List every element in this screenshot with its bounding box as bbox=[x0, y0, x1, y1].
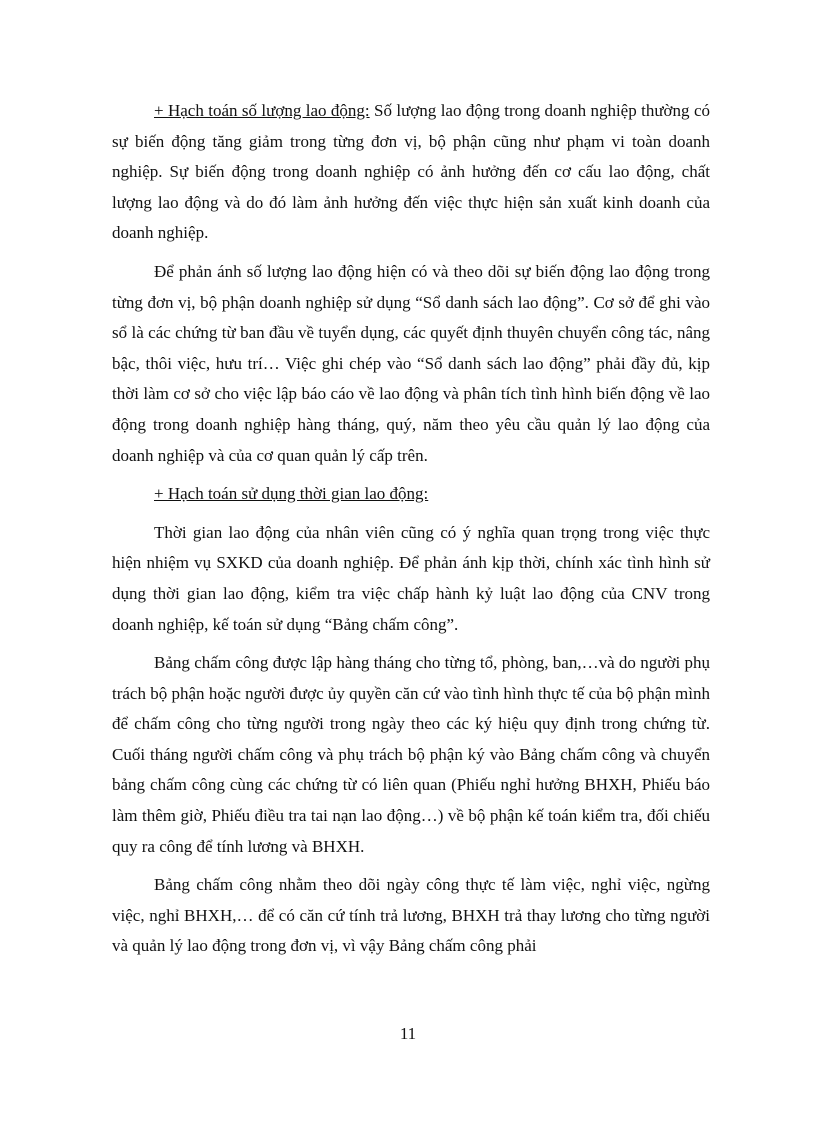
paragraph-labor-time-heading bbox=[112, 479, 710, 510]
paragraph-labor-register: Để phản ánh số lượng lao động hiện có và theo dõi sự biến động lao động trong từng đơn vị, bộ phận doanh nghiệp sử dụng “Sổ danh sách lao động”. Cơ sở để ghi vào sổ là các chứng từ ban đầu về tuyển dụng, các quyết định thuyên chuyển công tác, nâng bậc, thôi việc, hưu trí… Việc ghi chép vào “Sổ danh sách lao động” phải đầy đủ, kịp thời làm cơ sở cho việc lập báo cáo về lao động và phân tích tình hình biến động về lao động trong doanh nghiệp hàng tháng, quý, năm theo yêu cầu quản lý lao động của doanh nghiệp và của cơ quan quản lý cấp trên. bbox=[112, 261, 710, 465]
paragraph-text: Số lượng lao động trong doanh nghiệp thường có sự biến động tăng giảm trong từng đơn vị, bộ phận cũng như phạm vi toàn doanh nghiệp. Sự biến động trong doanh nghiệp có ảnh hưởng đến cơ cấu lao động, chất lượng lao động và do đó làm ảnh hưởng đến việc thực hiện sản xuất kinh doanh của doanh nghiệp. bbox=[112, 101, 710, 243]
heading-labor-time: + Hạch toán sử dụng thời gian lao động: bbox=[154, 484, 429, 504]
paragraph-timesheet-procedure: Bảng chấm công được lập hàng tháng cho từng tổ, phòng, ban,…và do người phụ trách bộ phận hoặc người được ủy quyền căn cứ vào tình hình thực tế của bộ phận mình để chấm công cho từng người trong ngày theo các ký hiệu quy định trong chứng từ. Cuối tháng người chấm công và phụ trách bộ phận ký vào Bảng chấm công và chuyển bảng chấm công cùng các chứng từ có liên quan (Phiếu nghỉ hưởng BHXH, Phiếu báo làm thêm giờ, Phiếu điều tra tai nạn lao động…) về bộ phận kế toán kiểm tra, đối chiếu quy ra công để tính lương và BHXH. bbox=[112, 653, 710, 856]
paragraph-timesheet-purpose: Bảng chấm công nhằm theo dõi ngày công thực tế làm việc, nghỉ việc, ngừng việc, nghỉ BHXH,… để có căn cứ tính trả lương, BHXH trả thay lương cho từng người và quản lý lao động trong đơn vị, vì vậy Bảng chấm công phải bbox=[112, 875, 710, 956]
paragraph-labor-quantity bbox=[112, 96, 710, 249]
document-page bbox=[112, 96, 710, 970]
paragraph-labor-time: Thời gian lao động của nhân viên cũng có ý nghĩa quan trọng trong việc thực hiện nhiệm vụ SXKD của doanh nghiệp. Để phản ánh kịp thời, chính xác tình hình sử dụng thời gian lao động, kiểm tra việc chấp hành kỷ luật lao động của CNV trong doanh nghiệp, kế toán sử dụng “Bảng chấm công”. bbox=[112, 522, 710, 634]
heading-labor-quantity: + Hạch toán số lượng lao động: bbox=[154, 101, 370, 120]
page-number: 11 bbox=[399, 1024, 417, 1043]
